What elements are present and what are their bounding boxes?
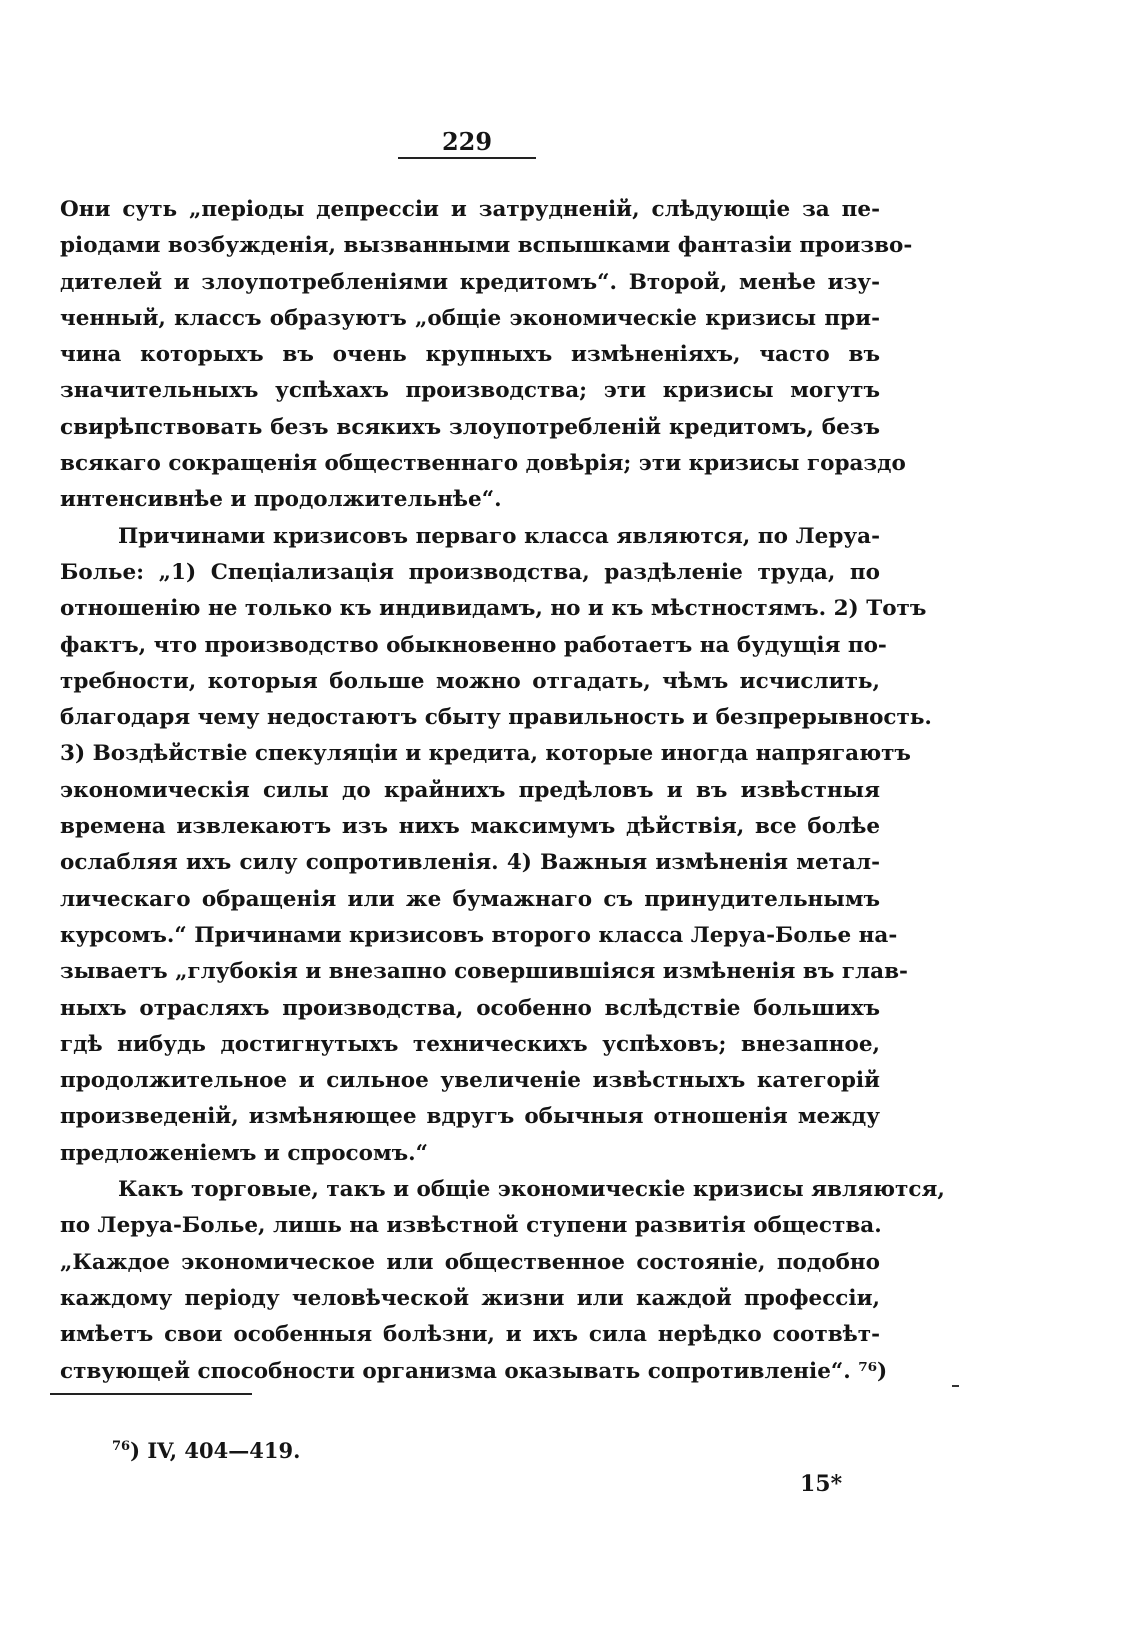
footnote-text: ) IV, 404—419. [130, 1438, 301, 1463]
text-line: ченный, классъ образуютъ „общіе экономическіе кризисы при- [60, 305, 880, 331]
text-line: требности, которыя больше можно отгадать, чѣмъ исчислить, [60, 668, 880, 694]
text-line: гдѣ нибудь достигнутыхъ техническихъ успѣховъ; внезапное, [60, 1031, 880, 1057]
text-line: предложеніемъ и спросомъ.“ [60, 1140, 428, 1166]
text-line: благодаря чему недостаютъ сбыту правильность и безпрерывность. [60, 705, 932, 731]
text-line: всякаго сокращенія общественнаго довѣрія; эти кризисы гораздо [60, 451, 906, 477]
text-line: Болье: „1) Спеціализація производства, раздѣленіе труда, по [60, 559, 880, 585]
text-line: интенсивнѣе и продолжительнѣе“. [60, 487, 502, 513]
text-line: Они суть „періоды депрессіи и затрудненій, слѣдующіе за пе- [60, 197, 880, 222]
text-line: имѣетъ свои особенныя болѣзни, и ихъ сила нерѣдко соотвѣт- [60, 1322, 880, 1348]
text-line: чина которыхъ въ очень крупныхъ измѣненіяхъ, часто въ [60, 342, 880, 368]
text-line: „Каждое экономическое или общественное состояніе, подобно [60, 1249, 880, 1275]
text-line: дителей и злоупотребленіями кредитомъ“. Второй, менѣе изу- [60, 269, 880, 295]
text-line: по Леруа-Болье, лишь на извѣстной ступени развитія общества. [60, 1213, 882, 1239]
text-line: ствующей способности организма оказывать сопротивленіе“. ⁷⁶) [60, 1358, 888, 1384]
text-line: ослабляя ихъ силу сопротивленія. 4) Важныя измѣненія метал- [60, 850, 880, 876]
text-line: произведеній, измѣняющее вдругъ обычныя отношенія между [60, 1104, 880, 1130]
text-line: ныхъ отрасляхъ производства, особенно вслѣдствіе большихъ [60, 995, 880, 1021]
text-line: ріодами возбужденія, вызванными вспышками фантазіи произво- [60, 233, 913, 259]
text-line: продолжительное и сильное увеличеніе извѣстныхъ категорій [60, 1068, 880, 1094]
text-line: каждому періоду человѣческой жизни или каждой профессіи, [60, 1285, 880, 1311]
text-line: лическаго обращенія или же бумажнаго съ принудительнымъ [60, 886, 880, 912]
text-line: свирѣпствовать безъ всякихъ злоупотребленій кредитомъ, безъ [60, 414, 880, 440]
footnote-rule [50, 1393, 252, 1395]
page-number-rule [398, 157, 536, 159]
printer-signature-mark: 15* [800, 1471, 843, 1497]
footnote-marker: 76 [112, 1439, 131, 1454]
text-line: курсомъ.“ Причинами кризисовъ второго класса Леруа-Болье на- [60, 922, 898, 948]
text-line: Какъ торговые, такъ и общіе экономическіе кризисы являются, [118, 1177, 945, 1203]
text-line: зываетъ „глубокія и внезапно совершившіяся измѣненія въ глав- [60, 959, 908, 985]
text-line: значительныхъ успѣхахъ производства; эти кризисы могутъ [60, 378, 880, 404]
text-line: времена извлекаютъ изъ нихъ максимумъ дѣйствія, все болѣе [60, 814, 880, 840]
text-line: фактъ, что производство обыкновенно работаетъ на будущія по- [60, 632, 887, 658]
text-line: 3) Воздѣйствіе спекуляціи и кредита, которые иногда напрягаютъ [60, 741, 911, 767]
body-text [60, 192, 945, 1390]
text-line: экономическія силы до крайнихъ предѣловъ и въ извѣстныя [60, 777, 880, 803]
text-line: Причинами кризисовъ перваго класса являются, по Леруа- [118, 523, 880, 549]
footnote [112, 1437, 300, 1465]
stray-mark [952, 1385, 959, 1387]
text-line: отношенію не только къ индивидамъ, но и къ мѣстностямъ. 2) Тотъ [60, 596, 927, 622]
page-number: 229 [441, 127, 493, 156]
